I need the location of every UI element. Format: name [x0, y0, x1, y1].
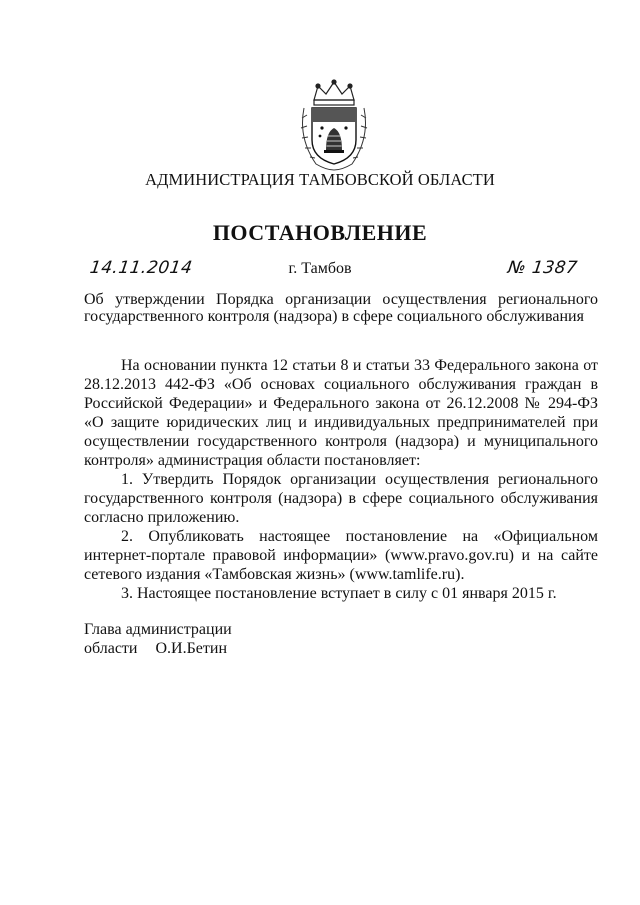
city-label: г. Тамбов: [288, 260, 352, 277]
signature-block: [84, 620, 232, 658]
preamble-paragraph: На основании пункта 12 статьи 8 и статьи 33 Федерального закона от 28.12.2013 442-ФЗ «Об основах социального обслуживания граждан в Российской Федерации» и Федерального закона от 26.12.2008 № 294-ФЗ «О защите юридических лиц и индивидуальных предпринимателей при осуществлении государственного контроля (надзора) и муниципального контроля» администрация области постановляет:: [84, 357, 598, 469]
document-body: [84, 356, 598, 603]
document-subject: Об утверждении Порядка организации осуществления регионального государственного контроля (надзора) в сфере социального обслуживания: [84, 291, 598, 325]
handwritten-date: 14.11.2014: [88, 258, 194, 278]
signer-position-line-2: области: [84, 640, 138, 657]
document-type-title: ПОСТАНОВЛЕНИЕ: [212, 220, 428, 245]
tambov-coat-of-arms-icon: [296, 78, 372, 172]
signer-name: О.И.Бетин: [155, 640, 227, 657]
clause-1-paragraph: 1. Утвердить Порядок организации осуществления регионального государственного контроля (надзора) в сфере социального обслуживания согласно приложению.: [84, 471, 598, 526]
clause-2-paragraph: 2. Опубликовать настоящее постановление на «Официальном интернет-портале правовой информации» (www.pravo.gov.ru) и на сайте сетевого издания «Тамбовская жизнь» (www.tamlife.ru).: [84, 528, 598, 583]
organization-name: АДМИНИСТРАЦИЯ ТАМБОВСКОЙ ОБЛАСТИ: [145, 170, 495, 189]
signer-position-line-1: Глава администрации: [84, 621, 232, 638]
signer-position-row: [84, 639, 232, 658]
handwritten-document-number: № 1387: [506, 258, 579, 278]
clause-3-paragraph: 3. Настоящее постановление вступает в силу с 01 января 2015 г.: [121, 585, 557, 602]
